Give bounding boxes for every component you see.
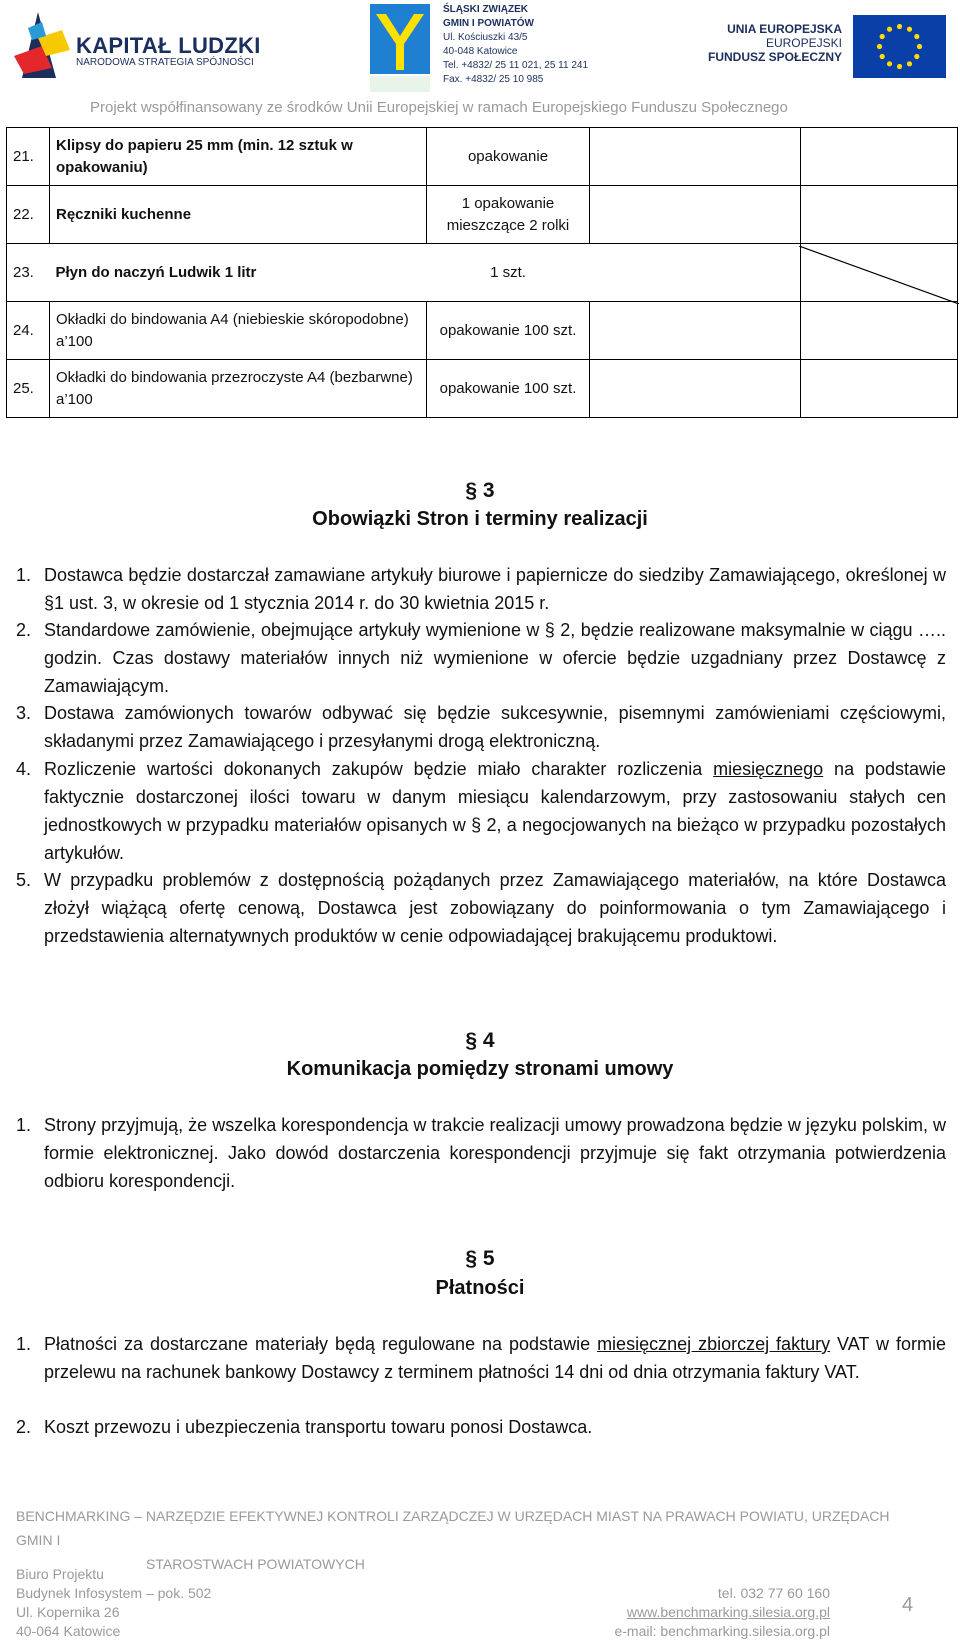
item-number: 2. [16, 1417, 32, 1437]
footer-contact [590, 1584, 830, 1641]
item-number: 1. [16, 1115, 32, 1135]
row-name: Ręczniki kuchenne [50, 186, 427, 244]
eu-star-icon [887, 61, 892, 66]
row-unit: opakowanie [427, 128, 590, 186]
item-number: 1. [16, 565, 32, 585]
eu-star-icon [907, 27, 912, 32]
table-diagonal-line [799, 246, 959, 304]
underlined-term: miesięcznej zbiorczej faktury [597, 1334, 831, 1354]
footer-street: Ul. Kopernika 26 [16, 1604, 120, 1620]
footer-address [16, 1565, 211, 1641]
footer-building: Budynek Infosystem – pok. 502 [16, 1585, 212, 1601]
item-number: 5. [16, 870, 32, 890]
item-text: Strony przyjmują, że wszelka korespondencja w trakcie realizacji umowy prowadzona będzie w języku polskim, w formie elektronicznej. Jako dowód dostarczenia korespondencji przyjmuje się fakt otrzymania potwierdzenia odbioru korespondencji. [44, 1115, 946, 1191]
eu-star-icon [877, 44, 882, 49]
row-number: 22. [7, 186, 50, 244]
row-cell-empty [801, 186, 958, 244]
page-number: 4 [902, 1594, 914, 1616]
section-5-item-1 [16, 1330, 946, 1386]
section-3-title: Obowiązki Stron i terminy realizacji [312, 508, 648, 530]
ue-label [702, 22, 842, 64]
row-cell-empty [590, 360, 801, 418]
row-cell-empty [590, 128, 801, 186]
section-3-item-3 [16, 699, 946, 755]
footer-phone: tel. 032 77 60 160 [717, 1585, 830, 1601]
section-5-item-2 [16, 1413, 946, 1441]
item-number: 1. [16, 1334, 32, 1354]
item-number: 3. [16, 703, 32, 723]
item-text: Standardowe zamówienie, obejmujące artykuły wymienione w § 2, będzie realizowane maksymalnie w ciągu ….. godzin. Czas dostawy materiałów innych niż wymienione w ofercie będzie uzgadniany przez Dostawcę z Zamawiającym. [44, 620, 946, 696]
row-cell-empty [590, 186, 801, 244]
szgp-name-1: ŚLĄSKI ZWIĄZEK [443, 4, 528, 15]
item-text-part: na podstawie faktycznie dostarczonej ilości towaru w danym miesiącu kalendarzowym, przy zastosowaniu stałych cen jednostkowych w przypadku materiałów opisanych w § 2, a negocjowanych na bieżąco w przypadku pozostałych artykułów. [44, 759, 946, 863]
ue-label-2: EUROPEJSKI [765, 36, 842, 50]
section-3-item-1 [16, 561, 946, 617]
szgp-tel: Tel. +4832/ 25 11 021, 25 11 241 [443, 60, 589, 71]
eu-star-icon [887, 27, 892, 32]
eu-star-icon [917, 44, 922, 49]
row-unit: opakowanie 100 szt. [427, 302, 590, 360]
szgp-logo [370, 4, 430, 92]
item-text-part: Rozliczenie wartości dokonanych zakupów będzie miało charakter rozliczenia [44, 759, 714, 779]
footer-benchmarking-line-2: STAROSTWACH POWIATOWYCH [146, 1556, 365, 1572]
item-text [44, 755, 946, 867]
item-text: W przypadku problemów z dostępnością pożądanych przez Zamawiającego materiałów, na które Dostawca złożył wiążącą ofertę cenową, Dostawca jest zobowiązany do poinformowania o tym Zamawiającego i przedstawienia alternatywnych produktów w cenie odpowiadającej brakującemu produktowi. [44, 870, 946, 946]
table-row [7, 302, 958, 360]
eu-star-icon [897, 24, 902, 29]
eu-star-icon [914, 34, 919, 39]
row-number: 21. [7, 128, 50, 186]
row-unit: 1 opakowanie mieszczące 2 rolki [427, 186, 590, 244]
footer-city: 40-064 Katowice [16, 1623, 121, 1639]
row-unit: 1 szt. [427, 244, 590, 302]
szgp-contact [443, 3, 588, 87]
item-text: Koszt przewozu i ubezpieczenia transportu towaru ponosi Dostawca. [44, 1417, 593, 1437]
ue-label-3: FUNDUSZ SPOŁECZNY [707, 50, 842, 64]
szgp-name-2: GMIN I POWIATÓW [443, 18, 534, 29]
item-text-part: VAT w formie przelewu na rachunek bankowy Dostawcy z terminem płatności 14 dni od dnia otrzymania faktury VAT. [44, 1334, 946, 1382]
eu-flag-icon [853, 15, 946, 78]
szgp-city: 40-048 Katowice [443, 46, 518, 57]
row-cell-empty [590, 302, 801, 360]
row-cell-empty [590, 244, 801, 302]
kapital-ludzki-subtitle: NARODOWA STRATEGIA SPÓJNOŚCI [76, 57, 254, 68]
item-text [44, 1330, 946, 1386]
eu-star-icon [897, 64, 902, 69]
section-4-item-1 [16, 1111, 946, 1195]
eu-star-icon [880, 54, 885, 59]
row-number: 24. [7, 302, 50, 360]
ue-label-1: UNIA EUROPEJSKA [727, 22, 842, 36]
table-row [7, 186, 958, 244]
eu-star-icon [914, 54, 919, 59]
row-number: 25. [7, 360, 50, 418]
underlined-term: miesięcznego [713, 759, 824, 779]
item-text-part: Płatności za dostarczane materiały będą regulowane na podstawie [44, 1334, 598, 1354]
row-name: Okładki do bindowania A4 (niebieskie skóropodobne) a’100 [50, 302, 427, 360]
item-number: 4. [16, 759, 32, 779]
row-number: 23. [7, 244, 50, 302]
row-name: Płyn do naczyń Ludwik 1 litr [50, 244, 427, 302]
section-5-sign: § 5 [465, 1247, 495, 1270]
eu-star-icon [907, 61, 912, 66]
footer-office: Biuro Projektu [16, 1566, 104, 1582]
row-unit: opakowanie 100 szt. [427, 360, 590, 418]
section-3-item-2 [16, 616, 946, 700]
row-cell-empty [801, 302, 958, 360]
eu-star-icon [880, 34, 885, 39]
row-name: Klipsy do papieru 25 mm (min. 12 sztuk w opakowaniu) [50, 128, 427, 186]
item-text: Dostawca będzie dostarczał zamawiane artykuły biurowe i papiernicze do siedziby Zamawiającego, określonej w §1 ust. 3, w okresie od 1 stycznia 2014 r. do 30 kwietnia 2015 r. [44, 565, 946, 613]
item-number: 2. [16, 620, 32, 640]
section-4-title: Komunikacja pomiędzy stronami umowy [286, 1058, 674, 1080]
section-4-sign: § 4 [465, 1029, 495, 1052]
row-cell-empty [801, 360, 958, 418]
table-row [7, 128, 958, 186]
table-row [7, 360, 958, 418]
row-name: Okładki do bindowania przezroczyste A4 (bezbarwne) a’100 [50, 360, 427, 418]
szgp-fax: Fax. +4832/ 25 10 985 [443, 74, 544, 85]
section-3-item-4 [16, 755, 946, 867]
footer-website-link[interactable]: www.benchmarking.silesia.org.pl [626, 1604, 830, 1620]
footer-email: e-mail: benchmarking.silesia.org.pl [614, 1623, 830, 1639]
kapital-ludzki-title: KAPITAŁ LUDZKI [76, 33, 261, 58]
szgp-address: Ul. Kościuszki 43/5 [443, 32, 528, 43]
project-cofinancing-line: Projekt współfinansowany ze środków Unii Europejskiej w ramach Europejskiego Funduszu Społecznego [90, 99, 788, 116]
row-cell-empty [801, 128, 958, 186]
section-3-sign: § 3 [465, 479, 495, 502]
item-text: Dostawa zamówionych towarów odbywać się będzie sukcesywnie, pisemnymi zamówieniami częściowymi, składanymi przez Zamawiającego i przesyłanymi drogą elektroniczną. [44, 703, 946, 751]
footer-benchmarking-line-1: BENCHMARKING – NARZĘDZIE EFEKTYWNEJ KONTROLI ZARZĄDCZEJ W URZĘDACH MIAST NA PRAWACH POWIATU, URZĘDACH GMIN I [16, 1508, 890, 1548]
section-5-title: Płatności [435, 1277, 525, 1299]
section-3-item-5 [16, 866, 946, 950]
